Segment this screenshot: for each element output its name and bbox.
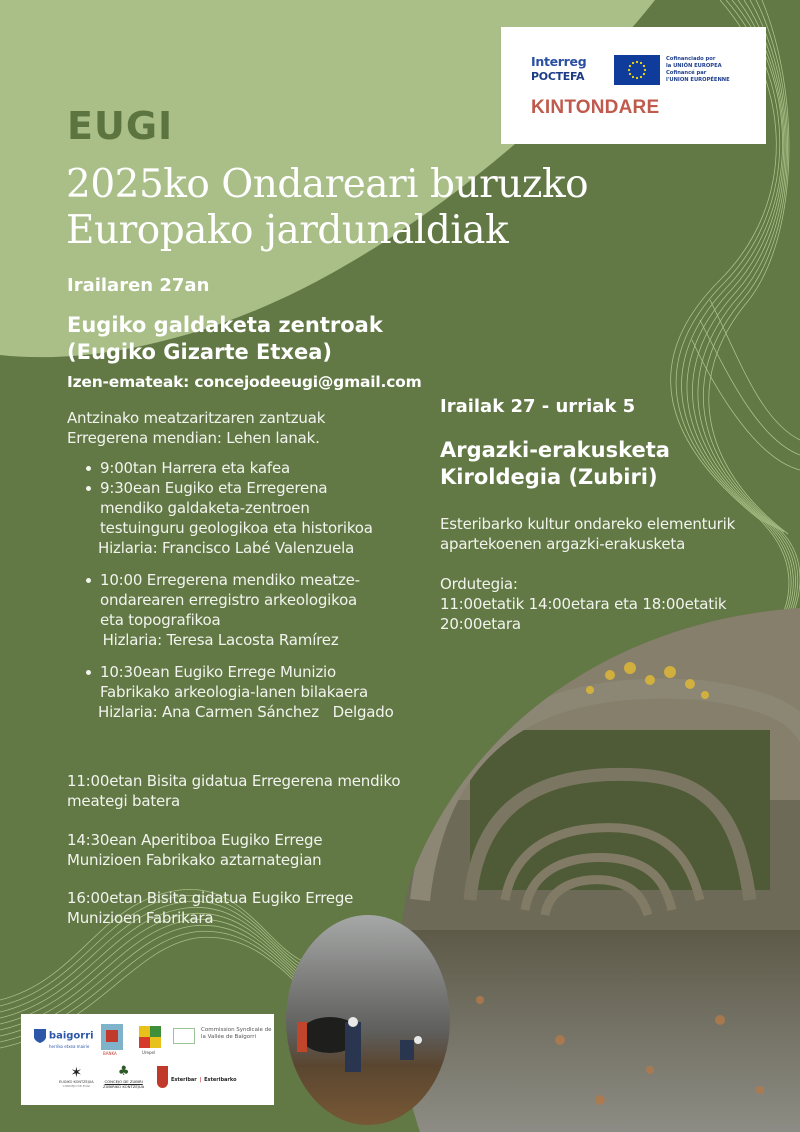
left-event-venue — [67, 312, 383, 366]
eugi-council-logo — [59, 1066, 94, 1088]
venue-line-1: Argazki-erakusketa — [440, 438, 670, 462]
speaker-name: Hizlaria: Teresa Lacosta Ramírez — [98, 631, 339, 649]
eu-fr-line1: Cofinancé par — [666, 70, 707, 76]
program-list — [86, 458, 446, 722]
intro-line-2: Erregerena mendian: Lehen lanak. — [67, 429, 320, 447]
program-item-text: eta topografikoa — [100, 611, 221, 629]
baigorri-logo — [33, 1028, 94, 1049]
banka-logo — [101, 1024, 123, 1056]
program-item-text: 10:30ean Eugiko Errege Munizio — [100, 663, 336, 681]
program-item-text: 9:00tan Harrera eta kafea — [100, 459, 290, 477]
eu-es-line2: la UNIÓN EUROPEA — [666, 62, 722, 69]
program-item-text: mendiko galdaketa-zentroen — [100, 499, 310, 517]
shield-icon — [33, 1028, 47, 1044]
urepel-text: Urepel — [142, 1050, 156, 1055]
commission-line-2: la Vallée de Baïgorri — [201, 1034, 257, 1040]
poctefa-text: POCTEFA — [531, 70, 585, 83]
speaker-name: Hizlaria: Ana Carmen Sánchez Delgado — [98, 703, 394, 721]
afternoon-line: 11:00etan Bisita gidatua Erregerena mendiko — [67, 772, 401, 790]
eugi-council-subtext: CONCEJO DE EUGI — [62, 1084, 91, 1088]
page-title — [66, 162, 588, 254]
afternoon-line: 16:00etan Bisita gidatua Eugiko Errege — [67, 889, 354, 907]
afternoon-item — [67, 830, 447, 870]
town-name: EUGI — [67, 104, 174, 148]
title-line-1: 2025ko Ondareari buruzko — [66, 162, 589, 207]
esteribar-text-1: Esteribar — [171, 1077, 197, 1083]
tree-icon: ♣ — [117, 1064, 130, 1079]
intro-line-1: Antzinako meatzaritzaren zantzuak — [67, 409, 326, 427]
esteribar-text-2: Esteribarko — [204, 1077, 237, 1083]
afternoon-item — [67, 888, 447, 928]
left-event-date: Irailaren 27an — [67, 275, 210, 296]
interreg-logo — [531, 54, 586, 84]
right-event-date: Irailak 27 - urriak 5 — [440, 396, 636, 417]
venue-line-2: (Eugiko Gizarte Etxea) — [67, 340, 332, 364]
program-item — [86, 478, 446, 558]
program-item — [86, 458, 446, 478]
program-item-text: ondarearen erregistro arkeologikoa — [100, 591, 358, 609]
eu-cofunding-text — [666, 56, 730, 83]
afternoon-line: 14:30ean Aperitiboa Eugiko Errege — [67, 831, 323, 849]
exhibition-hours — [440, 574, 790, 634]
right-event-venue — [440, 437, 670, 491]
hours-line: 11:00etatik 14:00etara eta 18:00etatik — [440, 595, 727, 613]
zubiri-text-1: CONCEJO DE ZUBIRI — [104, 1079, 143, 1084]
venue-line-2: Kiroldegia (Zubiri) — [440, 465, 658, 489]
coat-quarter — [150, 1026, 161, 1037]
church-icon — [106, 1030, 118, 1042]
eu-es-line1: Cofinanciado por — [666, 56, 716, 62]
interreg-text: Interreg — [531, 54, 587, 69]
commission-emblem — [173, 1028, 195, 1044]
title-line-2: Europako jardunaldiak — [66, 208, 509, 253]
afternoon-item — [67, 771, 447, 811]
registration-email[interactable]: Izen-emateak: concejodeeugi@gmail.com — [67, 373, 422, 391]
hours-line: 20:00etara — [440, 615, 521, 633]
coat-quarter — [139, 1037, 150, 1048]
baigorri-subtext: herriko etxea mairie — [49, 1044, 90, 1049]
speaker-name: Hizlaria: Francisco Labé Valenzuela — [98, 539, 355, 557]
program-item-text: Fabrikako arkeologia-lanen bilakaera — [100, 683, 368, 701]
desc-line: apartekoenen argazki-erakusketa — [440, 535, 686, 553]
urepel-coat-of-arms — [139, 1026, 161, 1055]
program-item-text: 9:30ean Eugiko eta Erregerena — [100, 479, 328, 497]
baigorri-text: baigorri — [48, 1030, 94, 1042]
zubiri-council-logo — [103, 1064, 144, 1089]
partner-logos-box — [21, 1014, 274, 1105]
sponsor-logo-box — [501, 27, 766, 144]
esteribar-shield-icon — [157, 1066, 168, 1088]
afternoon-line: Munizioen Fabrikara — [67, 909, 214, 927]
banka-text: BANKA — [103, 1051, 117, 1056]
program-item-text: testuinguru geologikoa eta historikoa — [100, 519, 373, 537]
program-item — [86, 570, 446, 650]
venue-line-1: Eugiko galdaketa zentroak — [67, 313, 383, 337]
desc-line: Esteribarko kultur ondareko elementurik — [440, 515, 736, 533]
zubiri-text-2: ZUBIRIKO KONTZEJUA — [103, 1084, 145, 1089]
program-item — [86, 662, 446, 722]
afternoon-line: meategi batera — [67, 792, 180, 810]
star-icon: ✶ — [70, 1065, 83, 1081]
commission-line-1: Commission Syndicale de — [201, 1027, 272, 1033]
commission-text — [201, 1027, 272, 1041]
eugi-council-text: EUGIKO KONTZEJUA — [59, 1080, 94, 1084]
exhibition-description — [440, 514, 790, 554]
eu-flag-icon — [614, 55, 660, 85]
project-name: KINTONDARE — [531, 97, 660, 118]
afternoon-line: Munizioen Fabrikako aztarnategian — [67, 851, 322, 869]
eu-fr-line2: l'UNION EUROPÉENNE — [666, 76, 730, 83]
program-intro — [67, 408, 325, 448]
program-item-text: 10:00 Erregerena mendiko meatze- — [100, 571, 360, 589]
esteribar-text: Esteribar | Esteribarko — [171, 1077, 237, 1083]
hours-label: Ordutegia: — [440, 575, 518, 593]
